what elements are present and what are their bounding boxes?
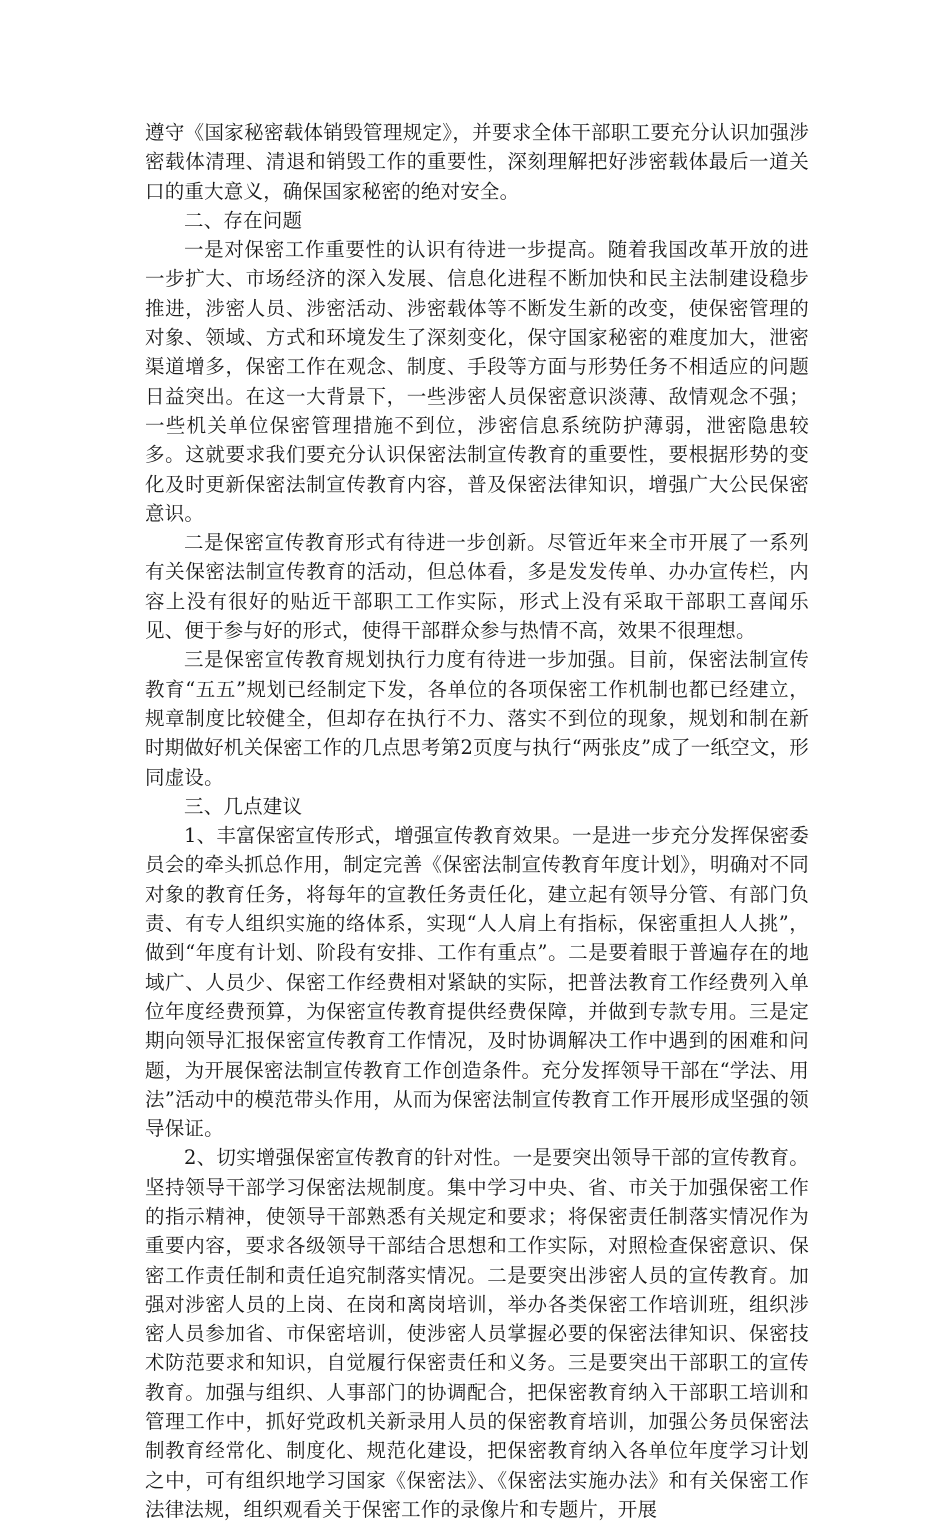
body-paragraph: 一是对保密工作重要性的认识有待进一步提高。随着我国改革开放的进一步扩大、市场经济的深入发展、信息化进程不断加快和民主法制建设稳步推进，涉密人员、涉密活动、涉密载体等不断发生新的改变，使保密管理的对象、领域、方式和环境发生了深刻变化，保守国家秘密的难度加大，泄密渠道增多，保密工作在观念、制度、手段等方面与形势任务不相适应的问题日益突出。在这一大背景下，一些涉密人员保密意识淡薄、敌情观念不强；一些机关单位保密管理措施不到位，涉密信息系统防护薄弱，泄密隐患较多。这就要求我们要充分认识保密法制宣传教育的重要性，要根据形势的变化及时更新保密法制宣传教育内容，普及保密法律知识，增强广大公民保密意识。 (145, 238, 809, 525)
body-paragraph: 2、切实增强保密宣传教育的针对性。一是要突出领导干部的宣传教育。坚持领导干部学习保密法规制度。集中学习中央、省、市关于加强保密工作的指示精神，使领导干部熟悉有关规定和要求；将保密责任制落实情况作为重要内容，要求各级领导干部结合思想和工作实际，对照检查保密意识、保密工作责任制和责任追究制落实情况。二是要突出涉密人员的宣传教育。加强对涉密人员的上岗、在岗和离岗培训，举办各类保密工作培训班，组织涉密人员参加省、市保密培训，使涉密人员掌握必要的保密法律知识、保密技术防范要求和知识，自觉履行保密责任和义务。三是要突出干部职工的宣传教育。加强与组织、人事部门的协调配合，把保密教育纳入干部职工培训和管理工作中，抓好党政机关新录用人员的保密教育培训，加强公务员保密法制教育经常化、制度化、规范化建设，把保密教育纳入各单位年度学习计划之中，可有组织地学习国家《保密法》、《保密法实施办法》和有关保密工作法律法规，组织观看关于保密工作的录像片和专题片，开展 (145, 1146, 809, 1521)
body-paragraph: 二是保密宣传教育形式有待进一步创新。尽管近年来全市开展了一系列有关保密法制宣传教育的活动，但总体看，多是发发传单、办办宣传栏，内容上没有很好的贴近干部职工工作实际，形式上没有采取干部职工喜闻乐见、便于参与好的形式，使得干部群众参与热情不高，效果不很理想。 (145, 531, 809, 643)
section-heading-problems: 二、存在问题 (184, 208, 303, 232)
continuation-paragraph: 遵守《国家秘密载体销毁管理规定》，并要求全体干部职工要充分认识加强涉密载体清理、清退和销毁工作的重要性，深刻理解把好涉密载体最后一道关口的重大意义，确保国家秘密的绝对安全。 (145, 121, 809, 203)
body-paragraph: 三是保密宣传教育规划执行力度有待进一步加强。目前，保密法制宣传教育“五五”规划已经制定下发，各单位的各项保密工作机制也都已经建立，规章制度比较健全，但却存在执行不力、落实不到位的现象，规划和制在新时期做好机关保密工作的几点思考第2页度与执行“两张皮”成了一纸空文，形同虚设。 (145, 648, 809, 789)
section-heading-suggestions: 三、几点建议 (184, 794, 303, 818)
body-paragraph: 1、丰富保密宣传形式，增强宣传教育效果。一是进一步充分发挥保密委员会的牵头抓总作用，制定完善《保密法制宣传教育年度计划》，明确对不同对象的教育任务，将每年的宣教任务责任化，建立起有领导分管、有部门负责、有专人组织实施的络体系，实现“人人肩上有指标，保密重担人人挑”，做到“年度有计划、阶段有安排、工作有重点”。二是要着眼于普遍存在的地域广、人员少、保密工作经费相对紧缺的实际，把普法教育工作经费列入单位年度经费预算，为保密宣传教育提供经费保障，并做到专款专用。三是定期向领导汇报保密宣传教育工作情况，及时协调解决工作中遇到的困难和问题，为开展保密法制宣传教育工作创造条件。充分发挥领导干部在“学法、用法”活动中的模范带头作用，从而为保密法制宣传教育工作开展形成坚强的领导保证。 (145, 824, 809, 1141)
document-page (145, 118, 809, 1524)
